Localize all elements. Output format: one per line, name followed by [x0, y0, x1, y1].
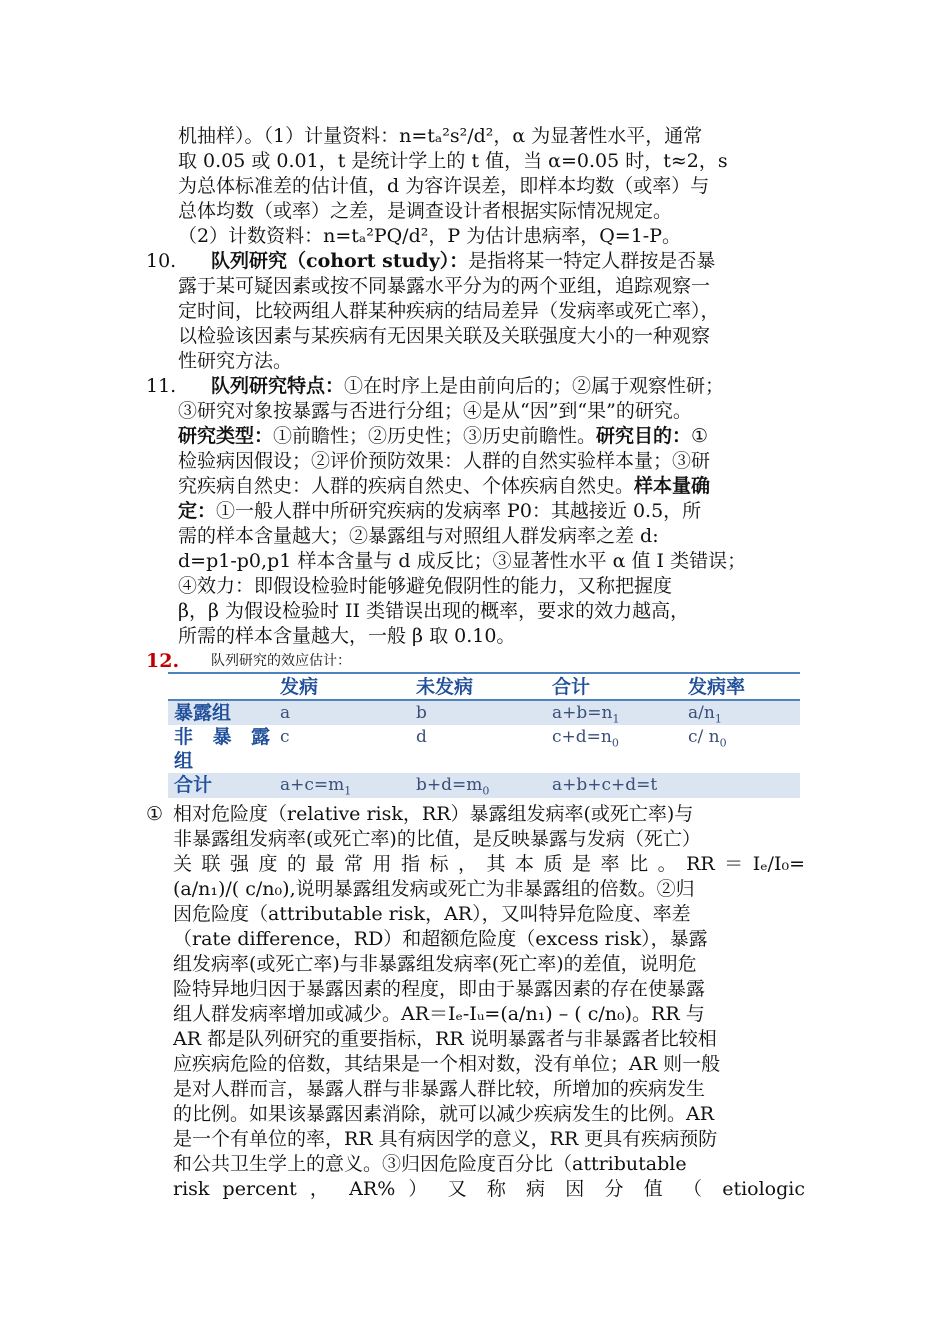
item-number: 11.	[146, 375, 177, 397]
table-cell: $a+b=n_1$	[552, 703, 620, 726]
row-header: 暴露组	[174, 702, 232, 724]
text-line: 以检验该因素与某疾病有无因果关联及关联强度大小的一种观察	[178, 325, 711, 347]
text-line: （2）计数资料：n=tₐ²PQ/d²，P 为估计患病率，Q=1-P。	[178, 225, 681, 247]
table-cell: a	[280, 703, 291, 723]
text-line: 非暴露组发病率(或死亡率)的比值，是反映暴露与发病（死亡）	[173, 828, 701, 850]
item-number: 12.	[146, 650, 180, 672]
table-row	[168, 725, 800, 773]
table-row	[168, 773, 800, 798]
table-caption: 队列研究的效应估计：	[211, 653, 351, 669]
text-line: 定：①一般人群中所研究疾病的发病率 P0：其越接近 0.5，所	[178, 500, 702, 522]
table-row	[168, 701, 800, 725]
text-line: 险特异地归因于暴露因素的程度，即由于暴露因素的存在使暴露	[173, 978, 706, 1000]
text-line: 和公共卫生学上的意义。③归因危险度百分比（attributable	[173, 1153, 687, 1175]
text-line: 定时间，比较两组人群某种疾病的结局差异（发病率或死亡率），	[178, 300, 720, 322]
row-header-cont: 组	[174, 750, 194, 772]
text-line: 为总体标准差的估计值，d 为容许误差，即样本均数（或率）与	[178, 175, 710, 197]
text-line: 露于某可疑因素或按不同暴露水平分为的两个亚组，追踪观察一	[178, 275, 711, 297]
text-line: 所需的样本含量越大，一般 β 取 0.10。	[178, 625, 516, 647]
text-line: 因危险度（attributable risk，AR），又叫特异危险度、率差	[173, 903, 691, 925]
col-header: 合计	[552, 676, 591, 698]
text-line: 队列研究（cohort study）：是指将某一特定人群按是否暴	[211, 250, 716, 272]
table-cell: a+b+c+d=t	[552, 775, 658, 795]
col-header: 未发病	[416, 676, 474, 698]
col-header: 发病	[280, 676, 319, 698]
text-line: 是一个有单位的率，RR 具有病因学的意义，RR 更具有疾病预防	[173, 1128, 718, 1150]
term: 队列研究（cohort study）：	[211, 250, 469, 272]
text-line: 总体均数（或率）之差，是调查设计者根据实际情况规定。	[178, 200, 673, 222]
text-line: 队列研究特点：①在时序上是由前向后的；②属于观察性研；	[211, 375, 725, 397]
text-line: 检验病因假设；②评价预防效果：人群的自然实验样本量；③研	[178, 450, 711, 472]
table-cell: $c+d=n_0$	[552, 727, 619, 750]
text-line: d=p1-p0,p1 样本含量与 d 成反比；③显著性水平 α 值 I 类错误；	[178, 550, 747, 572]
text-line: 研究类型：①前瞻性；②历史性；③历史前瞻性。研究目的：①	[178, 425, 709, 447]
text-line: AR 都是队列研究的重要指标，RR 说明暴露者与非暴露者比较相	[173, 1028, 717, 1050]
term: 队列研究特点：	[211, 375, 345, 397]
text-line: 取 0.05 或 0.01，t 是统计学上的 t 值，当 α=0.05 时，t≈2，s	[178, 150, 728, 172]
text-line: 需的样本含量越大；②暴露组与对照组人群发病率之差 d:	[178, 525, 659, 547]
table-cell: b	[416, 703, 427, 723]
row-header: 非 暴 露	[174, 726, 270, 748]
text-line: 是对人群而言，暴露人群与非暴露人群比较，所增加的疾病发生	[173, 1078, 706, 1100]
text-line: 应疾病危险的倍数，其结果是一个相对数，没有单位；AR 则一般	[173, 1053, 721, 1075]
text-line: 组人群发病率增加或减少。AR＝Iₑ-Iᵤ=(a/n₁) – ( c/n₀)。RR 与	[173, 1003, 705, 1025]
text-line: ④效力：即假设检验时能够避免假阴性的能力，又称把握度	[178, 575, 673, 597]
table-cell: d	[416, 727, 427, 747]
table-cell: c	[280, 727, 290, 747]
circled-marker: ①	[146, 803, 164, 825]
text-line: 关联强度的最常用指标，其本质是率比。RR＝Iₑ/I₀=	[173, 853, 805, 875]
col-header: 发病率	[688, 676, 746, 698]
row-header: 合计	[174, 774, 213, 796]
text-line: 的比例。如果该暴露因素消除，就可以减少疾病发生的比例。AR	[173, 1103, 715, 1125]
table-cell: $a+c=m_1$	[280, 775, 352, 798]
text-line: 机抽样）。（1）计量资料：n=tₐ²s²/d²，α 为显著性水平，通常	[178, 125, 703, 147]
item-number: 10.	[146, 250, 177, 272]
text-line: β，β 为假设检验时 II 类错误出现的概率，要求的效力越高，	[178, 600, 690, 622]
text-line: 性研究方法。	[178, 350, 293, 372]
text-line: 组发病率(或死亡率)与非暴露组发病率(死亡率)的差值，说明危	[173, 953, 697, 975]
text-line: ③研究对象按暴露与否进行分组；④是从“因”到“果”的研究。	[178, 400, 692, 422]
text-line: (a/n₁)/( c/n₀),说明暴露组发病或死亡为非暴露组的倍数。②归	[173, 878, 695, 900]
text-line: 相对危险度（relative risk，RR）暴露组发病率(或死亡率)与	[173, 803, 694, 825]
table-header-row	[168, 674, 800, 700]
table-cell: c/ $n_0$	[688, 727, 727, 750]
text-line: risk percent ， AR% ） 又 称 病 因 分 值 （ etiologic	[173, 1178, 805, 1200]
text-line: （rate difference，RD）和超额危险度（excess risk），暴露	[173, 928, 708, 950]
table-cell: $b+d=m_0$	[416, 775, 490, 798]
table-cell: $a/n_1$	[688, 703, 722, 726]
text-line: 究疾病自然史：人群的疾病自然史、个体疾病自然史。样本量确	[178, 475, 711, 497]
